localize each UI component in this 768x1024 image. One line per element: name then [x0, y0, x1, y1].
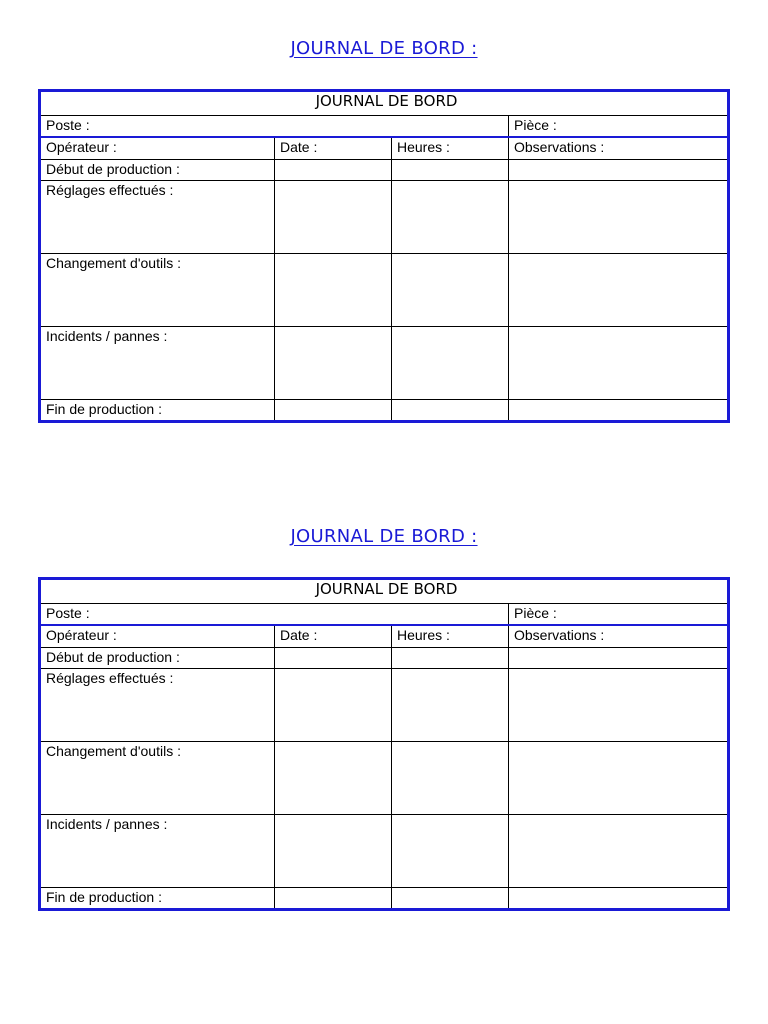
date-cell[interactable]: [275, 669, 392, 742]
observations-cell[interactable]: [509, 327, 729, 400]
row-label-incidents: Incidents / pannes :: [40, 815, 275, 888]
poste-field[interactable]: Poste :: [40, 116, 509, 138]
operateur-header: Opérateur :: [40, 137, 275, 160]
date-cell[interactable]: [275, 888, 392, 910]
poste-field[interactable]: Poste :: [40, 604, 509, 626]
observations-cell[interactable]: [509, 400, 729, 422]
row-label-fin-production: Fin de production :: [40, 400, 275, 422]
observations-header: Observations :: [509, 137, 729, 160]
row-label-reglages: Réglages effectués :: [40, 669, 275, 742]
date-cell[interactable]: [275, 327, 392, 400]
table-title: JOURNAL DE BORD: [40, 91, 729, 116]
heures-cell[interactable]: [392, 648, 509, 669]
row-label-incidents: Incidents / pannes :: [40, 327, 275, 400]
table-row: [40, 160, 729, 181]
heures-cell[interactable]: [392, 254, 509, 327]
heures-header: Heures :: [392, 137, 509, 160]
heures-cell[interactable]: [392, 400, 509, 422]
date-cell[interactable]: [275, 400, 392, 422]
logbook-table: [38, 577, 730, 911]
heures-cell[interactable]: [392, 888, 509, 910]
table-row: [40, 254, 729, 327]
observations-cell[interactable]: [509, 669, 729, 742]
heures-cell[interactable]: [392, 160, 509, 181]
heures-cell[interactable]: [392, 327, 509, 400]
observations-cell[interactable]: [509, 254, 729, 327]
row-label-fin-production: Fin de production :: [40, 888, 275, 910]
table-title: JOURNAL DE BORD: [40, 579, 729, 604]
row-label-changement-outils: Changement d'outils :: [40, 254, 275, 327]
row-label-reglages: Réglages effectués :: [40, 181, 275, 254]
operateur-header: Opérateur :: [40, 625, 275, 648]
logbook-table: [38, 89, 730, 423]
date-cell[interactable]: [275, 254, 392, 327]
date-cell[interactable]: [275, 815, 392, 888]
observations-cell[interactable]: [509, 648, 729, 669]
sheet-heading: [0, 38, 768, 59]
row-label-debut-production: Début de production :: [40, 160, 275, 181]
heures-cell[interactable]: [392, 742, 509, 815]
sheet-heading: [0, 526, 768, 547]
date-cell[interactable]: [275, 160, 392, 181]
table-row: [40, 888, 729, 910]
observations-cell[interactable]: [509, 815, 729, 888]
date-cell[interactable]: [275, 742, 392, 815]
observations-cell[interactable]: [509, 888, 729, 910]
observations-cell[interactable]: [509, 742, 729, 815]
table-row: [40, 181, 729, 254]
date-cell[interactable]: [275, 648, 392, 669]
heures-cell[interactable]: [392, 815, 509, 888]
observations-cell[interactable]: [509, 160, 729, 181]
heures-cell[interactable]: [392, 181, 509, 254]
table-row: [40, 815, 729, 888]
table-row: [40, 648, 729, 669]
table-row: [40, 742, 729, 815]
row-label-debut-production: Début de production :: [40, 648, 275, 669]
piece-field[interactable]: Pièce :: [509, 604, 729, 626]
row-label-changement-outils: Changement d'outils :: [40, 742, 275, 815]
observations-cell[interactable]: [509, 181, 729, 254]
date-header: Date :: [275, 137, 392, 160]
sheet-heading-text: JOURNAL DE BORD :: [290, 526, 478, 547]
piece-field[interactable]: Pièce :: [509, 116, 729, 138]
heures-cell[interactable]: [392, 669, 509, 742]
table-row: [40, 669, 729, 742]
sheet-heading-text: JOURNAL DE BORD :: [290, 38, 478, 59]
table-row: [40, 400, 729, 422]
observations-header: Observations :: [509, 625, 729, 648]
table-row: [40, 327, 729, 400]
heures-header: Heures :: [392, 625, 509, 648]
date-header: Date :: [275, 625, 392, 648]
date-cell[interactable]: [275, 181, 392, 254]
